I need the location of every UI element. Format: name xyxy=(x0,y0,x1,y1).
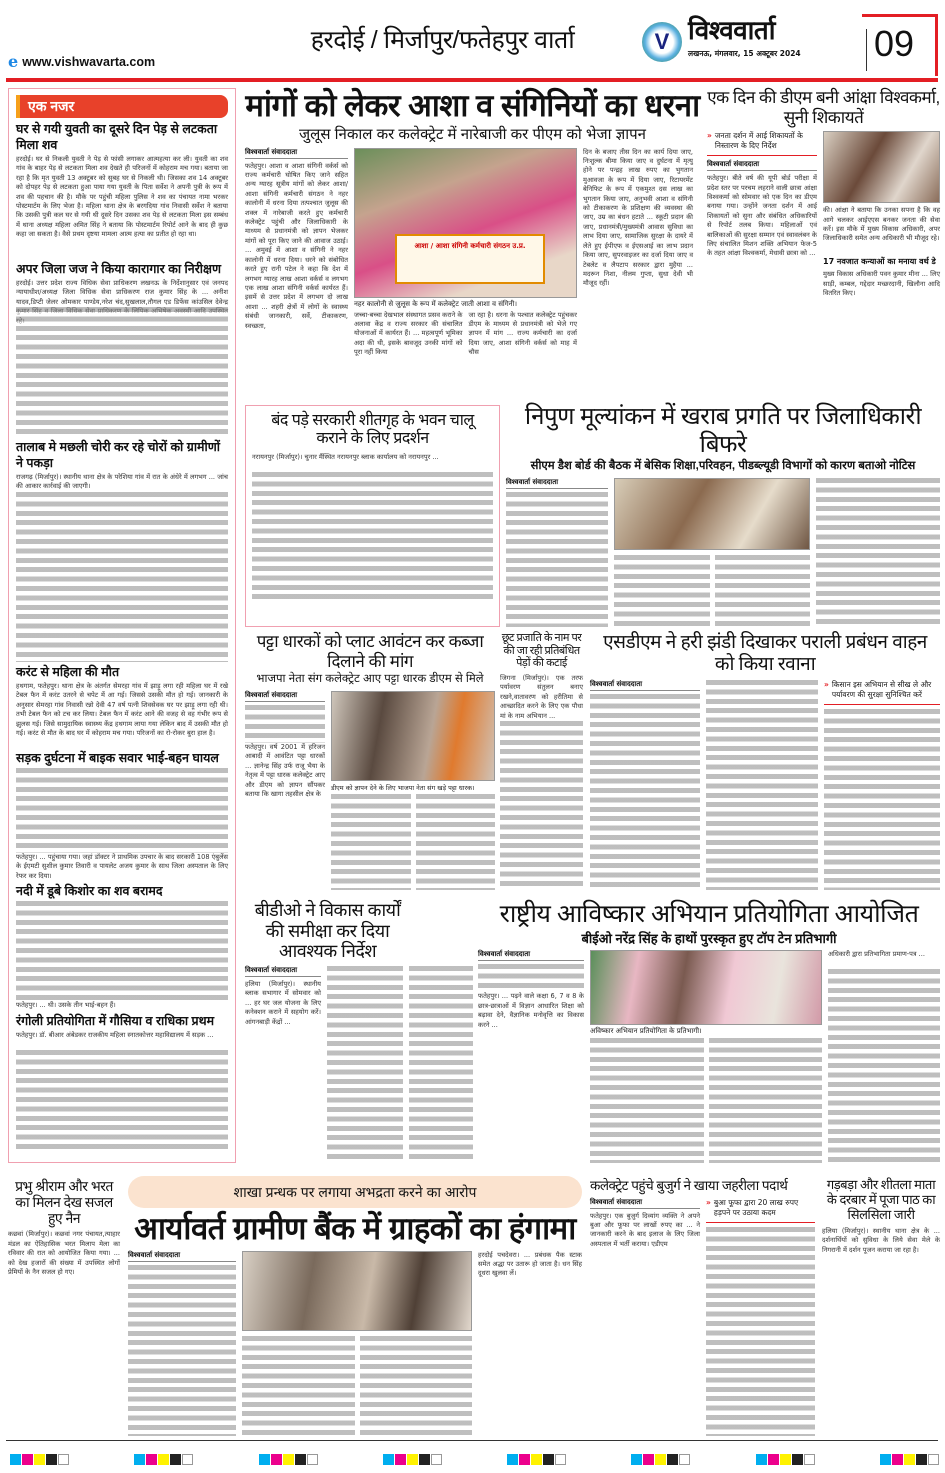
bdo-story xyxy=(245,900,473,1163)
cmyk-swatch xyxy=(880,1450,940,1469)
bank-photo xyxy=(242,1251,472,1331)
sdm-headline: एसडीएम ने हरी झंडी दिखाकर पराली प्रबंधन वाहन को किया रवाना xyxy=(603,632,927,675)
cmyk-swatch xyxy=(10,1450,70,1469)
brand-logo xyxy=(642,22,682,62)
footer-rule xyxy=(6,1440,938,1441)
photo-banner-text: आशा / आशा संगिनी कर्मचारी संगठन उ.प्र. xyxy=(414,241,526,250)
double-chevron-icon: » xyxy=(824,679,829,689)
patta-photo xyxy=(331,691,495,781)
elder-story xyxy=(590,1178,815,1436)
ram-headline: प्रभु श्रीराम और भरत का मिलन देख सजल हुए नैन xyxy=(15,1178,113,1227)
dm-body: फतेहपुर। बीते वर्ष की यूपी बोर्ड परीक्षा में प्रदेश स्तर पर परचम लहराने वाली छात्रा आंक्षा विश्वकर्मा को सोमवार को एक दिन का डीएम बनाया गया। उन्होंने जनता दर्शन में आई शिकायतों को सुना और संबंधित अधिकारियों से रिपोर्ट तलब किया। महिलाओं एवं बालिकाओं की सुरक्षा सम्मान एवं स्वावलंबन के लिए संचालित मिशन शक्ति अभियान फेज-5 के तहत आंक्षा विश्वकर्मा, मेधावी छात्रा को ... xyxy=(707,174,817,258)
byline: विश्ववार्ता संवाददाता xyxy=(478,950,584,961)
sheetla-story xyxy=(822,1178,940,1436)
sdm-story xyxy=(590,632,940,890)
cmyk-swatch xyxy=(631,1450,691,1469)
innovation-headline: राष्ट्रीय आविष्कार अभियान प्रतियोगिता आयोजित xyxy=(499,900,919,928)
brief-body: हथगाम, फतेहपुर। थाना क्षेत्र के अंतर्गत सेमरहा गांव में झाड़ू लगा रही महिला घर में रखे टेबल फैन में करंट उतरने से चपेट में आ गई। जिससे उसकी मौत हो गई। जानकारी के अनुसार सेमरहा गांव निवासी रन्नो देवी 47 वर्ष पत्नी शिवसेवक घर पर झाड़ू लगा रही थी। तभी टेबल फैन को टच कर लिया। टेबल फैन में करंट आने की वजह से वह गंभीर रूप से झुलस गई। जिसे सामुदायिक स्वास्थ्य केंद्र हथगाम लाया गया लेकिन बाद में उसकी मौत हो गई। करंट से मौत के बाद घर में कोहराम मच गया। परिजनों का रो-रोकर बुरा हाल है। xyxy=(16,682,228,738)
brief-headline: अपर जिला जज ने किया कारागार का निरीक्षण xyxy=(16,262,222,276)
browser-e-icon: e xyxy=(8,52,19,71)
cmyk-swatch xyxy=(383,1450,443,1469)
innovation-story xyxy=(478,900,940,1163)
innovation-body: फतेहपुर। ... पढ़ने वाले कक्षा 6, 7 व 8 के छात्र-छात्राओं में विज्ञान आधारित शिक्षा को बढ़ावा देने, वैज्ञानिक मनोवृत्ति का विकास करने ... xyxy=(478,992,584,1029)
double-chevron-icon: » xyxy=(706,1197,711,1207)
bank-story xyxy=(128,1176,582,1436)
cold-storage-story xyxy=(245,405,500,627)
elder-headline: कलेक्ट्रेट पहुंचे बुजुर्ग ने खाया जहरीला पदार्थ xyxy=(590,1178,788,1193)
trees-headline: छूट प्रजाति के नाम पर की जा रही प्रतिबंधित पेड़ों की कटाई xyxy=(501,632,582,670)
brand-block xyxy=(688,16,858,59)
pull-quote-text: बुआ फूफा द्वारा 20 लाख रुपए हड़पने पर उठाया कदम xyxy=(713,1197,799,1217)
brief-headline: करंट से महिला की मौत xyxy=(16,665,120,679)
ram-body: कछवां (मिर्जापुर)। कछवां नगर पंचायत,त्याहार मंडल का ऐतिहासिक भरत मिलाप मेला का रविवार की रात को आयोजित किया गया। ... को देख हजारों की संख्या में उपस्थित लोगों प्रेमियों के नैन सजल हो गए। xyxy=(8,1230,120,1276)
cmyk-swatch xyxy=(259,1450,319,1469)
dm-headline: एक दिन की डीएम बनी आंक्षा विश्वकर्मा, सुनी शिकायतें xyxy=(707,88,940,127)
masthead-rule xyxy=(6,78,938,82)
bank-body: हरदोई पचदेवरा। ... प्रबंधक पैक स्टाक समेत अद्धा पर उतारू हो जाता है। धन सिंह दूधरा खुलवा लें। xyxy=(478,1250,582,1278)
patta-subheadline: भाजपा नेता संग कलेक्ट्रेट आए पट्टा धारक डीएम से मिले xyxy=(256,673,484,686)
website-url[interactable]: www.vishwavarta.com xyxy=(22,54,156,69)
lead-headline: मांगों को लेकर आशा व संगिनियों का धरना xyxy=(245,88,700,123)
byline: विश्ववार्ता संवाददाता xyxy=(128,1251,236,1262)
sheetla-headline: गड़बड़ा और शीतला माता के दरबार में पूजा पाठ का सिलसिला जारी xyxy=(826,1177,936,1222)
nipun-photo xyxy=(614,478,810,550)
lead-body-col-2: जच्चा-बच्चा देखभाल संस्थागत प्रसव कराने के अलावा केंद्र व राज्य सरकार की संचालित योजनाओं में कार्यरत हैं। ... महत्वपूर्ण भूमिका अदा की थी, इसके बावजूद उनकी मांगों को पूरा नहीं किया xyxy=(354,310,463,357)
innovation-subheadline: बीईओ नरेंद्र सिंह के हाथों पुरस्कृत हुए टॉप टेन प्रतिभागी xyxy=(581,930,837,946)
dateline: लखनऊ, मंगलवार, 15 अक्टूबर 2024 xyxy=(688,48,801,58)
byline: विश्ववार्ता संवाददाता xyxy=(245,691,325,702)
brief-7 xyxy=(16,1013,228,1150)
innovation-body-2: अधिकारी द्वारा प्रतिभागिता प्रमाण-पत्र ... xyxy=(828,950,925,959)
bank-kicker-text: शाखा प्रन्धक पर लगाया अभद्रता करने का आरोप xyxy=(233,1183,477,1200)
bank-kicker xyxy=(128,1176,582,1208)
brief-5 xyxy=(16,750,228,881)
sidebar-ek-nazar xyxy=(8,88,236,1163)
elder-body: फतेहपुर। एक बुजुर्ग दिव्यांग व्यक्ति ने अपने बुआ और फूफा पर लाखों रुपए का ... ने जानकारी करने के बाद इलाज के लिए जिला अस्पताल में भर्ती कराया। एडीएम xyxy=(590,1211,700,1248)
bdo-body: हलिया (मिर्जापुर)। स्थानीय ब्लाक सभागार में सोमवार को ... हर घर जल योजना के लिए कनेक्शन कराने में सहयोग करें। आंगनबाड़ी केंद्रों ... xyxy=(245,980,321,1026)
photo-banner xyxy=(395,234,545,284)
ram-story xyxy=(8,1178,120,1436)
section-label-text: एक नजर xyxy=(28,98,75,114)
page-number: 09 xyxy=(874,23,915,64)
patta-col-1 xyxy=(245,691,325,890)
lead-body: फतेहपुर। आशा व आशा संगिनी वर्कर्स को राज्य कर्मचारी घोषित किए जाने सहित अन्य ग्यारह सूत्रीय मांगों को लेकर आशा/आशा संगिनी कर्मचारी संगठन ने नहर कालोनी में धरना दिया तत्पश्चात जुलूस की शक्ल में नारेबाजी करते हुए कर्मचारी कलेक्ट्रेट पहुंची और जिलाधिकारी के माध्यम से प्रधानमंत्री को ज्ञापन भेजकर मांगों को पूरा किए जाने की आवाज उठाई। ... अमुवई में आशा व संगिनी ने नहर कालोनी में धरना दिया। धरने को संबोधित करते हुए रानी पटेल ने कहा कि देश में लगभग ग्यारह लाख आशा वर्कर्स व लगभग एक लाख आशा संगिनी वर्कर्स कार्यरत हैं। इसमें से उत्तर प्रदेश में लगभग दो लाख आशा ... शहरी क्षेत्रों में लोगों के स्वास्थ्य संबंधी जानकारी, सर्वे, टीकाकरण, स्वच्छता, xyxy=(245,161,348,330)
logo-letter: V xyxy=(654,29,670,54)
byline: विश्ववार्ता संवाददाता xyxy=(590,680,700,691)
patta-body: फतेहपुर। वर्ष 2001 में हरिजन आबादी में आवंटित पट्टा धारकों ... ज्ञानेन्द्र सिंह उर्फ राजू भैया के नेतृत्व में पट्टा धारक कलेक्ट्रेट आए और डीएम को ज्ञापन सौंपकर बताया कि खागा तहसील क्षेत्र के xyxy=(245,742,325,798)
brief-body: हरदोई। उत्तर प्रदेश राज्य विधिक सेवा प्राधिकरण लखनऊ के निर्देशानुसार एवं जनपद न्यायाधीश/अध्यक्ष जिला विधिक सेवा प्राधिकरण राज कुमार सिंह के ... अनीश यादव,डिप्टी जेलर ओमकार पाण्डेय,नरेश चंद,सुखलाल,तौगल एड डिफेंस कांउसिल देवेन्द्र xyxy=(16,279,228,306)
section-title: हरदोई / मिर्जापुर/फतेहपुर वार्ता xyxy=(310,26,575,54)
pull-quote-text: जनता दर्शन में आई शिकायतों के निस्तारण के दिए निर्देश xyxy=(714,131,803,151)
lead-photo-caption: नहर कालोनी से जुलूस के रूप में कलेक्ट्रेट जाती आशा व संगिनी। xyxy=(354,299,518,308)
bdo-headline: बीडीओ ने विकास कार्यों की समीक्षा कर दिया आवश्यक निर्देश xyxy=(254,900,401,962)
byline: विश्ववार्ता संवाददाता xyxy=(245,148,348,159)
dm-pull-quote xyxy=(707,131,817,156)
byline: विश्ववार्ता संवाददाता xyxy=(590,1198,700,1209)
brief-6 xyxy=(16,883,228,1011)
byline: विश्ववार्ता संवाददाता xyxy=(245,966,321,977)
brief-body: फतेहपुर। ... पहुंचाया गया। जहां डॉक्टर ने प्राथमिक उपचार के बाद सरकारी 108 एंबुलेंस के ईएमटी सुशील कुमार तिवारी व पायलेट अजय कुमार के साथ जिला अस्पताल के लिए रेफर कर दिया। xyxy=(16,853,228,880)
trees-body: जिगना (मिर्जापुर)। एक तरफ पर्यावरण संतुलन बनाए रखने,वातावरण को हरीतिमा से आच्छादित करने के लिए एक पौधा मां के नाम अभियान ... xyxy=(500,673,583,720)
byline: विश्ववार्ता संवाददाता xyxy=(707,160,817,171)
dm-photo xyxy=(823,131,940,203)
brief-3 xyxy=(16,439,228,662)
innovation-caption: अविष्कार अभियान प्रतियोगिता के प्रतिभागी। xyxy=(590,1027,702,1036)
dm-story xyxy=(707,88,940,380)
cmyk-swatch xyxy=(507,1450,567,1469)
brief-headline: तालाब मे मछली चोरी कर रहे चोरों को ग्रामीणों ने पकड़ा xyxy=(16,440,221,470)
patta-story xyxy=(245,632,495,890)
innovation-photo xyxy=(590,950,822,1025)
sdm-pull-quote xyxy=(824,680,940,705)
patta-headline: पट्टा धारकों को प्लाट आवंटन कर कब्जा दिलाने की मांग xyxy=(256,632,484,671)
bank-headline: आर्यावर्त ग्रामीण बैंक में ग्राहकों का हंगामा xyxy=(134,1211,576,1246)
brief-1 xyxy=(16,121,228,259)
brief-body: हरदोई। घर से निकली युवती ने पेड़ से फांसी लगाकर आत्महत्या कर ली। युवती का शव गांव के बाहर पेड़ से लटकता मिला शव देखते ही परिजनों में कोहराम मच गया। बताया जा रहा है कि मृत युवती 13 अक्टूबर को सुबह घर से निकली थी। जिसका शव 14 अक्टूबर को दोपहर पेड़ से लटकता हुआ पाया गया युवती के पिता सर्वेश ने अपनी पुत्री के रूप में शव की पहचान की है। मौके पर पहुंची महिला पुलिस ने शव का पंचायत नामा भरकर पोस्टमार्टम के लिए भेजा है। महिला थाना क्षेत्र के बरगदिया गांव निवासी सर्वेश ने बताया कि उसकी पुत्री कल घर से गयी थी दूसरे दिन उसका शव पेड़ से लटकता मिला इस सम्बंध में थाना अध्यक्ष महिला अमित सिंह ने बताया कि पोस्टमार्टम रिपोर्ट आने के बाद ही कुछ कहा जा सकता है। वैसे प्रथम दृष्टया मामला आत्म हत्या का प्रतीत हो रहा था। xyxy=(16,155,228,239)
nipun-subheadline: सीएम डैश बोर्ड की बैठक में बेसिक शिक्षा,परिवहन, पीडब्ल्यूडी विभागों को कारण बताओ नोटिस xyxy=(530,460,916,473)
cmyk-swatch xyxy=(756,1450,816,1469)
lead-photo xyxy=(354,148,577,298)
nipun-headline: निपुण मूल्यांकन में खराब प्रगति पर जिलाधिकारी बिफरे xyxy=(524,403,922,458)
double-chevron-icon: » xyxy=(707,131,712,141)
lead-subheadline: जुलूस निकाल कर कलेक्ट्रेट में नारेबाजी कर पीएम को भेजा ज्ञापन xyxy=(299,125,646,143)
pull-quote-text: किसान इस अभियान से सीख ले और पर्यावरण की सुरक्षा सुनिश्चित करें xyxy=(831,679,932,699)
nipun-story xyxy=(506,403,940,627)
lead-story xyxy=(245,88,700,380)
lead-body-col-3: जा रहा है। धरना के पश्चात कलेक्ट्रेट पहुंचकर डीएम के माध्यम से प्रधानमंत्री को भेजे गए ज्ञापन में मांग ... राज्य कर्मचारी का दर्जा दिया जाए, आशा संगिनी वर्कर्स को माह में चौस xyxy=(468,310,577,357)
patta-caption: डीएम को ज्ञापन देने के लिए भाजपा नेता संग खड़े पट्टा धारक। xyxy=(331,783,475,792)
brief-2 xyxy=(16,261,228,437)
brand-name: विश्ववार्ता xyxy=(688,15,775,45)
dm-subhead: 17 नवजात कन्याओं का मनाया वर्थ डे xyxy=(823,257,936,267)
brief-headline: सड़क दुर्घटना में बाइक सवार भाई-बहन घायल xyxy=(16,751,219,765)
byline: विश्ववार्ता संवाददाता xyxy=(506,478,608,489)
brief-body: फतेहपुर। ... थी। उसके तीन भाई-बहन हैं। xyxy=(16,1001,116,1009)
sheetla-body: हलिया (मिर्जापुर)। स्थानीय थाना क्षेत्र के ... दर्शनार्थियों को सुविधा के लिये सेवा मेले के निगरानी में दर्शन पूजन कराया जा रहा है। xyxy=(822,1226,940,1254)
brief-body: फतेहपुर। डॉ. बीआर अंबेडकर राजकीय महिला स्नातकोत्तर महाविद्यालय में सड़क ... xyxy=(16,1031,214,1039)
brief-headline: रंगोली प्रतियोगिता में गौसिया व राधिका प्रथम xyxy=(16,1014,215,1028)
lead-col-1 xyxy=(245,148,348,380)
dm-body-3: मुख्य विकास अधिकारी पवन कुमार मीना ... लिए साड़ी, कम्बल, गद्देदार मच्छरदानी, खिलौना आदि वितरित किए। xyxy=(823,270,940,297)
section-label xyxy=(16,95,228,118)
page-number-box xyxy=(862,14,938,76)
trees-story xyxy=(500,632,583,890)
dm-body-2: की। आंक्षा ने बताया कि उनका सपना है कि वह आगे चलकर आईएएस बनकर जनता की सेवा करें। इस मौके में मुख्य विकास अधिकारी, अपर जिलाधिकारी समेत अन्य अधिकारी भी मौजूद रहे। xyxy=(823,206,940,243)
brief-body: राजगढ़ (मिर्जापुर)। स्थानीय थाना क्षेत्र के परेशिया गांव में रात के अंधेरे में लगभग ... जांच की आकार कार्रवाई की जाएगी। xyxy=(16,473,228,491)
cold-storage-body: नरायनपुर (मिर्जापुर)। चुनार मैंस्थित नरायनपुर ब्लाक कार्यालय को नरायनपुर ... xyxy=(252,452,439,461)
brief-headline: घर से गयी युवती का दूसरे दिन पेड़ से लटकता मिला शव xyxy=(16,122,218,152)
cmyk-swatch xyxy=(134,1450,194,1469)
brief-4 xyxy=(16,664,228,748)
brief-headline: नदी में डूबे किशोर का शव बरामद xyxy=(16,884,163,898)
elder-pull-quote xyxy=(706,1198,815,1223)
lead-body-col-4: दिन के बजाए तीस दिन का कार्य दिया जाए, निःशुल्क बीमा किया जाए व दुर्घटना में मृत्यु होने पर पन्द्रह लाख रुपए का भुगतान मुआवजा के रूप में दिया जाए, रिटायरमेंट बेनिफिट के रूप में एकमुश्त दस लाख का भुगतान किया जाए, अनुभवी आशा व संगिनी को टीकाकरण के प्रशिक्षण की व्यवस्था की जाए, उम्र का बंधन हटाते ... स्कूटी प्रदान की जाए, प्रधानमंत्री/मुख्यमंत्री आवास सुविधा का लाभ दिया जाए, सामाजिक सुरक्षा के दायरे में लेते हुए ईपीएफ व ईएसआई का लाभ प्रदान किया जाए, सुपरवाइजर का दर्जा दिया जाए व टेबलेट व लैपटाप सरकार द्वारा मुहैया ... मदरून निशा, नीलम गुप्ता, सुधा देवी भी मौजूद रहीं। xyxy=(583,147,693,288)
cold-storage-headline: बंद पड़े सरकारी शीतगृह के भवन चालू कराने के लिए प्रदर्शन xyxy=(271,412,474,448)
color-registration-marks xyxy=(10,1450,940,1469)
website[interactable] xyxy=(8,52,155,71)
